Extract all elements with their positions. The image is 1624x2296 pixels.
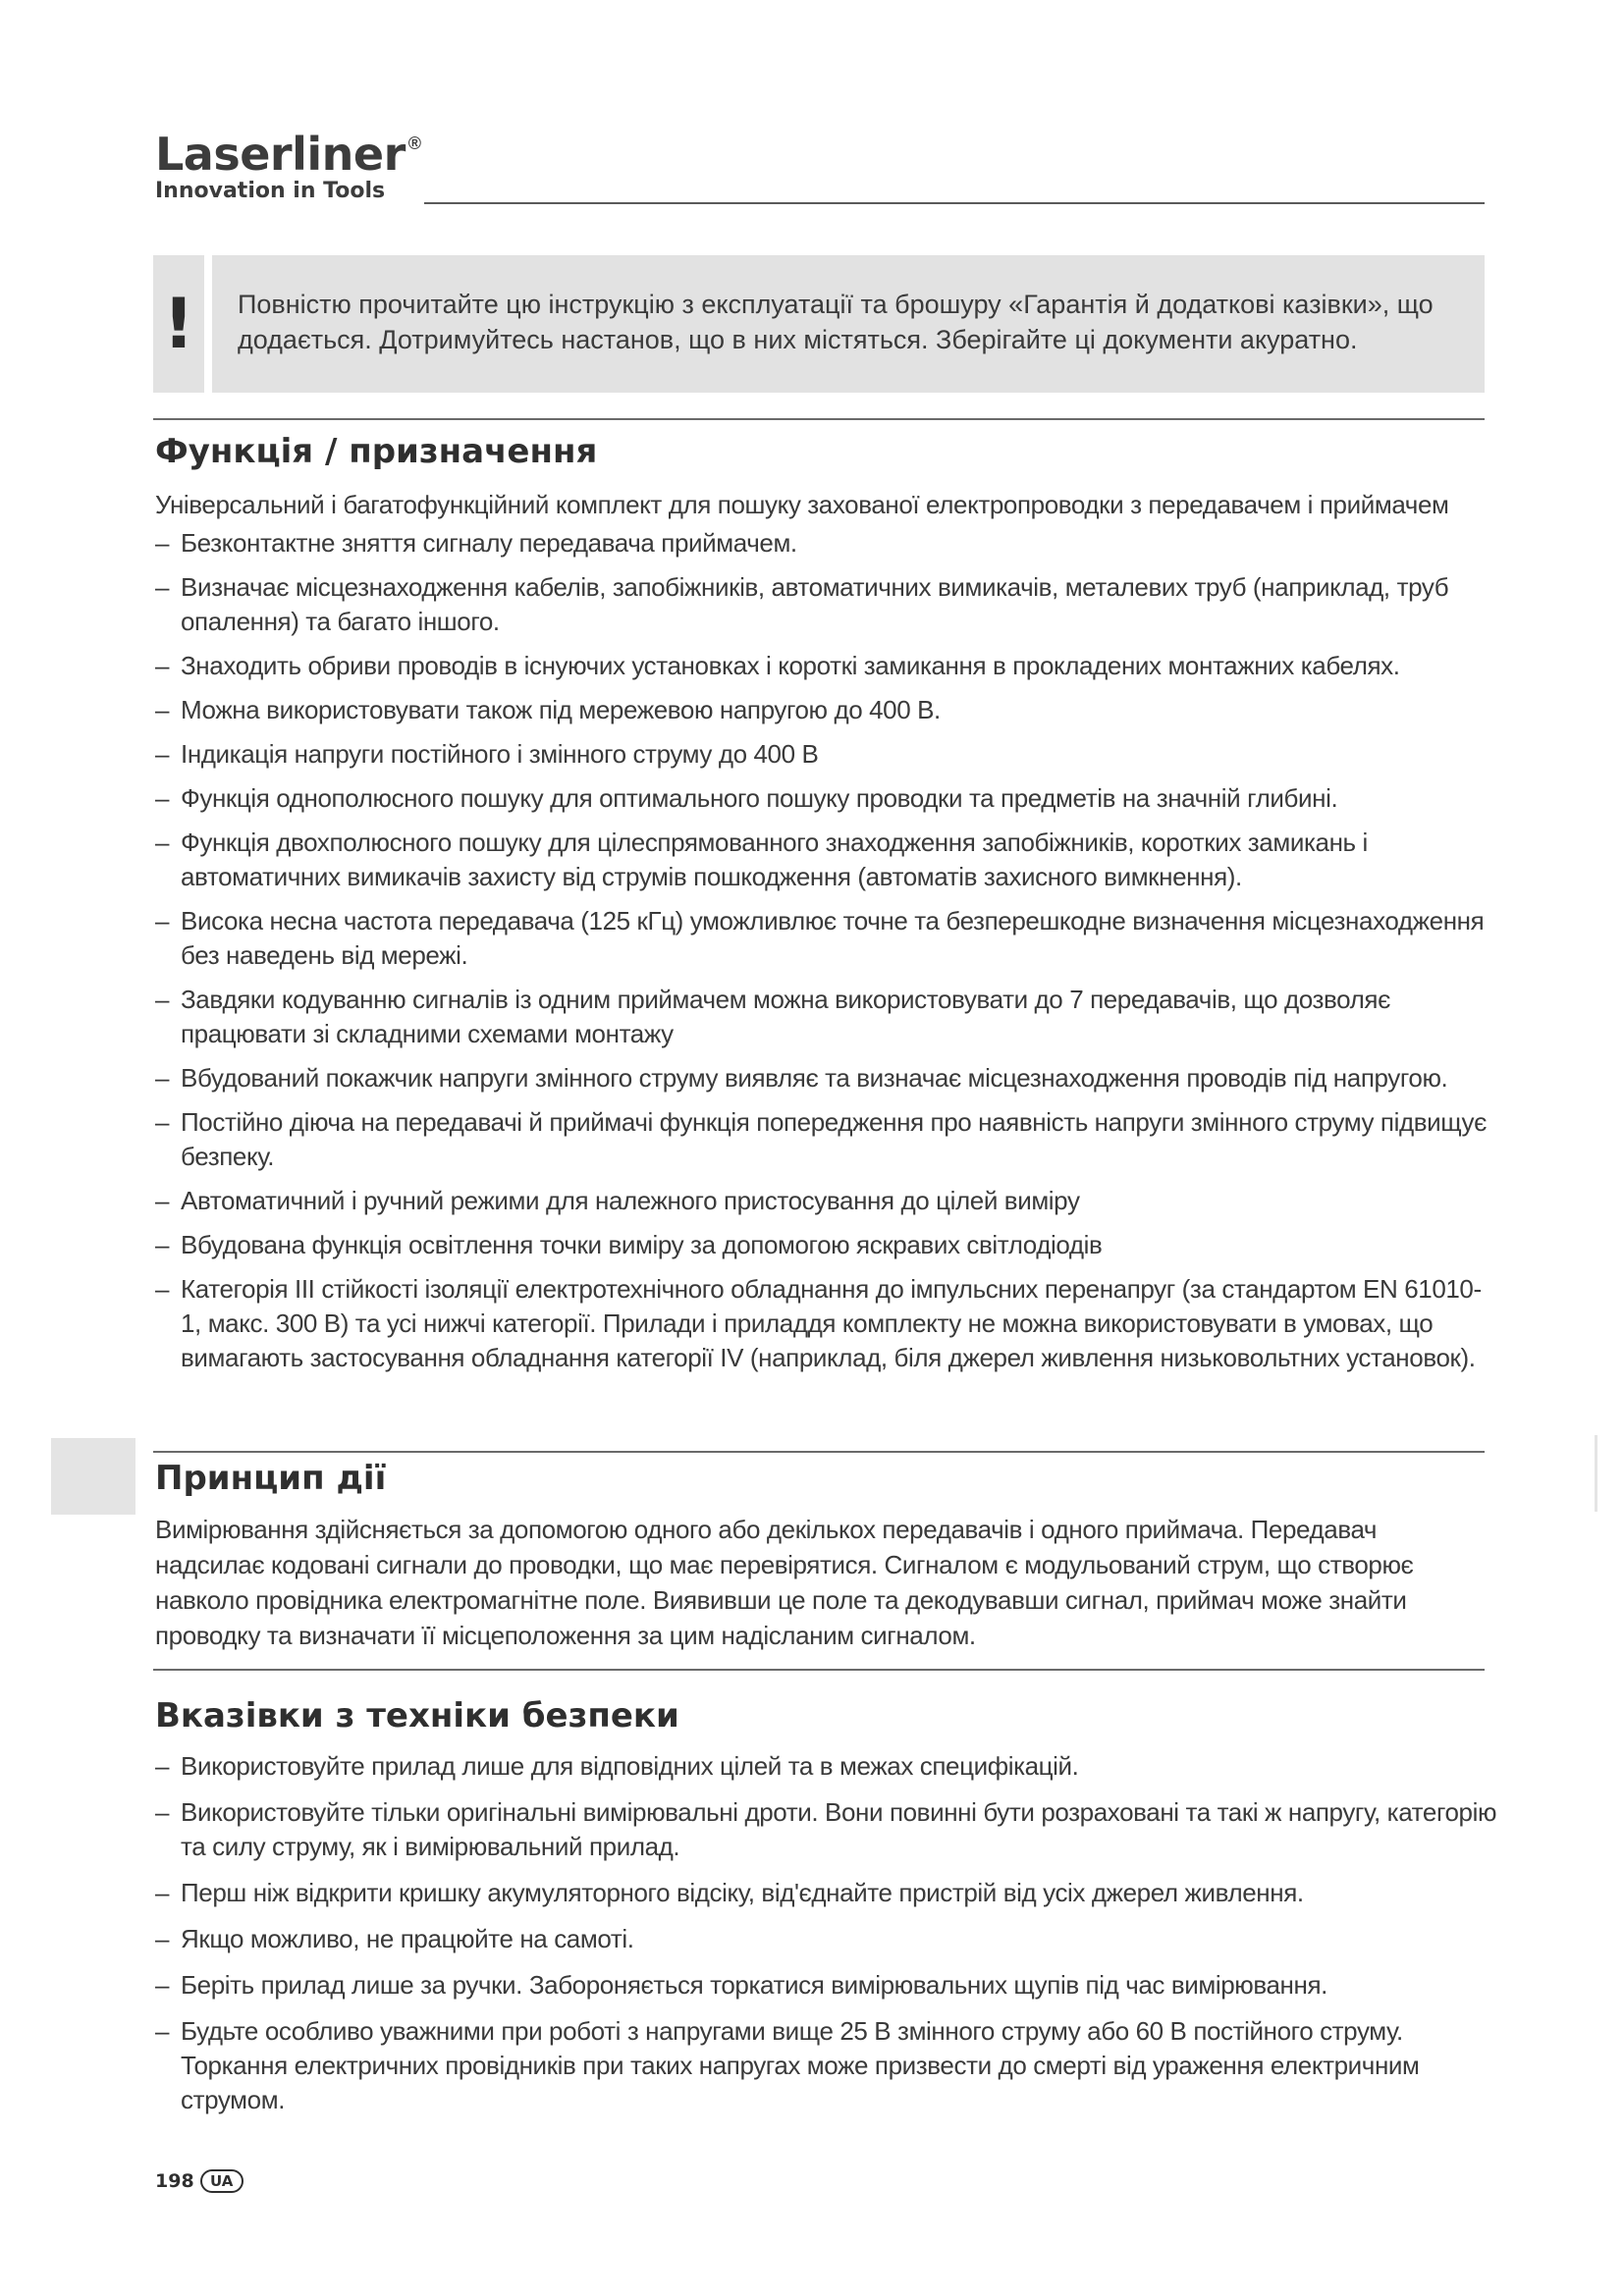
country-code-badge: UA <box>200 2169 244 2193</box>
list-item: – Беріть прилад лише за ручки. Забороняється торкатися вимірювальних щупів під час вимірювання. <box>155 1968 1500 2002</box>
section-divider <box>153 1669 1485 1671</box>
section-title-safety: Вказівки з техніки безпеки <box>155 1696 679 1735</box>
list-item: – Категорія III стійкості ізоляції електротехнічного обладнання до імпульсних перенапруг (за стандартом EN 61010-1, макс. 300 В) та усі нижчі категорії. Прилади і приладдя комплекту не можна використовувати в умовах, що вимагають застосування обладнання категорії IV (наприклад, біля джерел живлення низьковольтних установок). <box>155 1272 1500 1375</box>
brand-name: Laserliner <box>155 128 406 181</box>
list-item: – Автоматичний і ручний режими для належного пристосування до цілей виміру <box>155 1184 1500 1218</box>
page-footer <box>155 2169 244 2193</box>
registered-mark: ® <box>407 133 422 153</box>
exclamation-icon <box>153 255 204 393</box>
exclamation-glyph: ! <box>163 284 194 364</box>
chapter-tab <box>51 1438 135 1515</box>
section-divider <box>153 1451 1485 1453</box>
section-title-principle: Принцип дії <box>155 1459 387 1498</box>
page-number: 198 <box>155 2170 194 2192</box>
brand-tagline: Innovation in Tools <box>155 179 386 203</box>
function-list <box>155 526 1500 1375</box>
safety-list <box>155 1749 1500 2117</box>
list-item: – Перш ніж відкрити кришку акумуляторного відсіку, від'єднайте пристрій від усіх джерел живлення. <box>155 1876 1500 1910</box>
function-intro: Універсальний і багатофункційний комплект для пошуку захованої електропроводки з передавачем і приймачем <box>155 490 1449 519</box>
header-divider <box>424 202 1485 204</box>
list-item: – Будьте особливо уважними при роботі з напругами вище 25 В змінного струму або 60 В постійного струму. Торкання електричних провідників при таких напругах може призвести до смерті від ураження електричним струмом. <box>155 2014 1500 2117</box>
list-item: – Використовуйте прилад лише для відповідних цілей та в межах специфікацій. <box>155 1749 1500 1784</box>
warning-notice <box>153 255 1485 393</box>
list-item: – Функція двохполюсного пошуку для цілеспрямованного знаходження запобіжників, коротких замикань і автоматичних вимикачів захисту від струмів пошкодження (автоматів захисного вимкнення). <box>155 826 1500 894</box>
list-item: – Індикація напруги постійного і змінного струму до 400 В <box>155 737 1500 772</box>
list-item: – Завдяки кодуванню сигналів із одним приймачем можна використовувати до 7 передавачів, що дозволяє працювати зі складними схемами монтажу <box>155 983 1500 1051</box>
section-divider <box>153 418 1485 420</box>
list-item: – Постійно діюча на передавачі й приймачі функція попередження про наявність напруги змінного струму підвищує безпеку. <box>155 1105 1500 1174</box>
warning-text: Повністю прочитайте цю інструкцію з експлуатації та брошуру «Гарантія й додаткові казівки», що додається. Дотримуйтесь настанов, що в них містяться. Зберігайте ці документи акуратно. <box>212 255 1485 393</box>
list-item: – Визначає місцезнаходження кабелів, запобіжників, автоматичних вимикачів, металевих труб (наприклад, труб опалення) та багато іншого. <box>155 570 1500 639</box>
list-item: – Вбудований покажчик напруги змінного струму виявляє та визначає місцезнаходження проводів під напругою. <box>155 1061 1500 1095</box>
list-item: – Знаходить обриви проводів в існуючих установках і короткі замикання в прокладених монтажних кабелях. <box>155 649 1500 683</box>
list-item: – Вбудована функція освітлення точки виміру за допомогою яскравих світлодіодів <box>155 1228 1500 1262</box>
section-title-function: Функція / призначення <box>155 432 598 471</box>
list-item: – Можна використовувати також під мережевою напругою до 400 В. <box>155 693 1500 727</box>
list-item: – Безконтактне зняття сигналу передавача приймачем. <box>155 526 1500 561</box>
list-item: – Якщо можливо, не працюйте на самоті. <box>155 1922 1500 1956</box>
list-item: – Використовуйте тільки оригінальні вимірювальні дроти. Вони повинні бути розраховані та такі ж напругу, категорію та силу струму, як і вимірювальний прилад. <box>155 1795 1500 1864</box>
principle-text: Вимірювання здійсняється за допомогою одного або декількох передавачів і одного приймача. Передавач надсилає кодовані сигнали до проводки, що має перевірятися. Сигналом є модульований струм, що створює навколо провідника електромагнітне поле. Виявивши це поле та декодувавши сигнал, приймач може знайти проводку та визначати її місцеположення за цим надісланим сигналом. <box>155 1515 1414 1650</box>
edge-marker <box>1595 1435 1597 1512</box>
brand-logo <box>155 128 422 204</box>
list-item: – Висока несна частота передавача (125 кГц) уможливлює точне та безперешкодне визначення місцезнаходження без наведень від мережі. <box>155 904 1500 973</box>
list-item: – Функція однополюсного пошуку для оптимального пошуку проводки та предметів на значній глибині. <box>155 781 1500 816</box>
